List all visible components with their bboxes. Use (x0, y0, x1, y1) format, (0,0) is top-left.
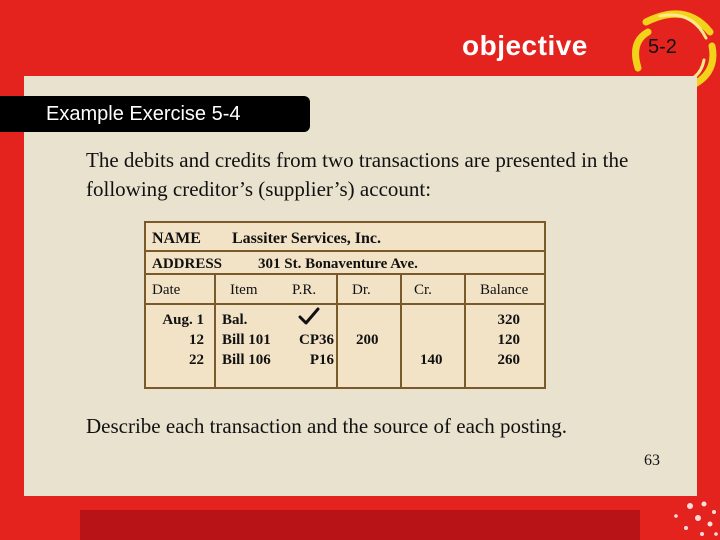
ledger-divider (146, 303, 544, 305)
ledger-row-item: Bill 101 (222, 332, 271, 348)
exercise-title: Example Exercise 5-4 (46, 103, 241, 125)
ledger-row-balance: 260 (497, 352, 520, 368)
ledger-divider (146, 250, 544, 252)
ledger-name-value: Lassiter Services, Inc. (232, 230, 382, 247)
intro-text: The debits and credits from two transactions are presented in the following creditor’s (supplier’s) account: (86, 148, 629, 201)
ledger-row-cr: 140 (420, 352, 443, 368)
col-divider (214, 273, 216, 387)
ledger-row-date: 12 (189, 332, 204, 348)
ledger-address-label: ADDRESS (152, 256, 223, 272)
check-icon (298, 307, 320, 325)
ledger-row-dr: 200 (356, 332, 379, 348)
col-divider (400, 273, 402, 387)
col-divider (464, 273, 466, 387)
decorative-dots-icon (640, 496, 720, 540)
instruction-text: Describe each transaction and the source of each posting. (86, 414, 568, 438)
ledger-row-balance: 120 (497, 332, 520, 348)
col-header-pr: P.R. (292, 282, 317, 298)
ledger-row-balance: 320 (497, 312, 520, 328)
col-header-date: Date (152, 282, 181, 298)
ledger-row-item: Bal. (222, 312, 248, 328)
col-divider (336, 273, 338, 387)
ledger-row-pr: P16 (309, 352, 334, 368)
objective-number: 5-2 (648, 36, 677, 58)
ledger-divider (146, 273, 544, 275)
ledger-name-label: NAME (152, 230, 201, 247)
ledger-row-date: 22 (189, 352, 204, 368)
col-header-item: Item (230, 282, 258, 298)
col-header-cr: Cr. (414, 282, 432, 298)
objective-label: objective (462, 30, 588, 61)
ledger-address-value: 301 St. Bonaventure Ave. (258, 256, 418, 272)
creditor-ledger-account (144, 221, 546, 389)
col-header-balance: Balance (480, 282, 529, 298)
col-header-dr: Dr. (352, 282, 371, 298)
header-band (0, 0, 720, 75)
page-number: 63 (644, 452, 660, 469)
ledger-row-date: Aug. 1 (162, 312, 204, 328)
ledger-row-pr: CP36 (299, 332, 334, 348)
footer-bar (80, 510, 640, 540)
ledger-row-item: Bill 106 (222, 352, 271, 368)
